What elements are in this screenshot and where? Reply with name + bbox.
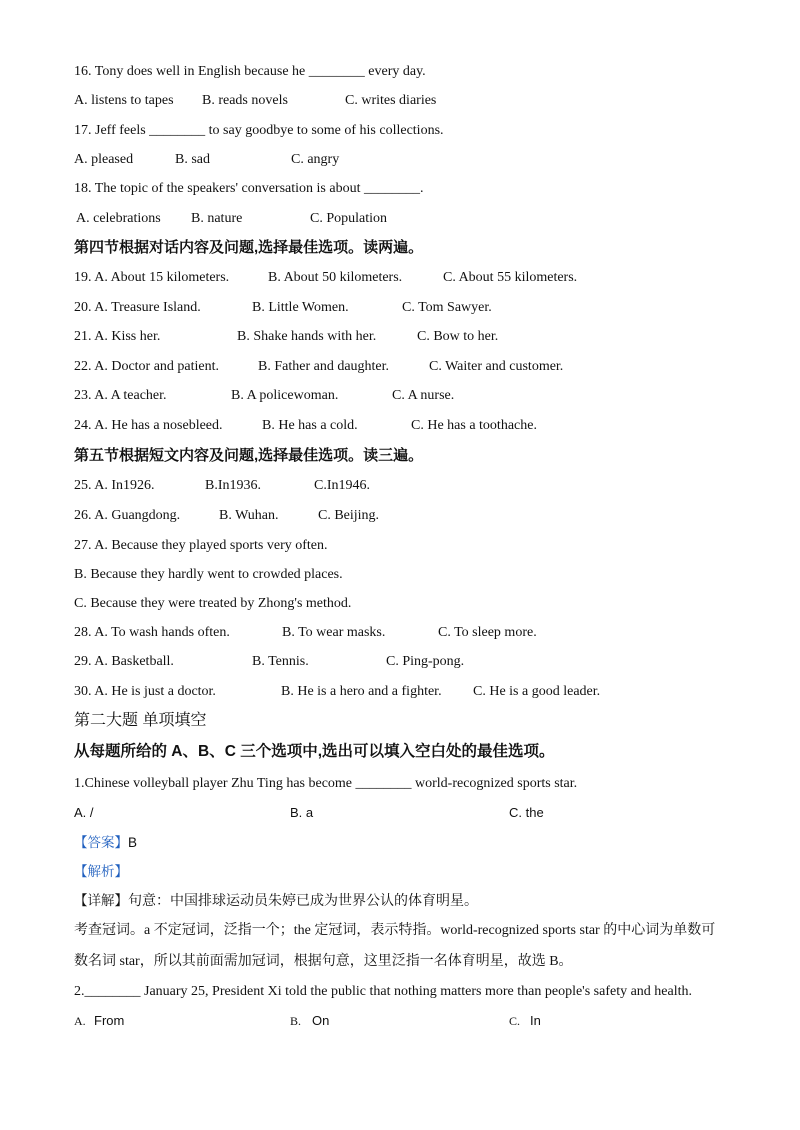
q23-option-c: C. A nurse. [392, 388, 455, 403]
q21-option-b: B. Shake hands with her. [237, 329, 377, 344]
part2-instructions: 从每题所给的 A、B、C 三个选项中,选出可以填入空白处的最佳选项。 [74, 743, 555, 760]
q24-option-a: 24. A. He has a nosebleed. [74, 418, 223, 433]
q18-option-b: B. nature [191, 211, 243, 226]
q17-stem: 17. Jeff feels ________ to say goodbye to some of his collections. [74, 123, 444, 138]
q23-option-a: 23. A. A teacher. [74, 388, 167, 403]
p2-option-c-letter: C. [509, 1014, 521, 1028]
q22-option-a: 22. A. Doctor and patient. [74, 359, 220, 374]
q17-option-b: B. sad [175, 152, 210, 167]
q18-stem: 18. The topic of the speakers' conversation is about ________. [74, 181, 424, 196]
q26-option-c: C. Beijing. [318, 508, 380, 523]
q23-option-b: B. A policewoman. [231, 388, 339, 403]
q19-option-b: B. About 50 kilometers. [268, 270, 403, 285]
q26-option-b: B. Wuhan. [219, 508, 279, 523]
q22-option-c: C. Waiter and customer. [429, 359, 564, 374]
q28-option-a: 28. A. To wash hands often. [74, 625, 230, 640]
q28-option-c: C. To sleep more. [438, 625, 537, 640]
p2-option-b-letter: B. [290, 1014, 302, 1028]
q16-stem: 16. Tony does well in English because he ________ every day. [74, 64, 426, 79]
p2-option-b: On [312, 1013, 330, 1028]
q21-option-a: 21. A. Kiss her. [74, 329, 161, 344]
q30-option-b: B. He is a hero and a fighter. [281, 684, 442, 699]
p1-option-c: C. the [509, 805, 544, 820]
p2-stem: 2.________ January 25, President Xi told the public that nothing matters more than people's safety and health. [74, 984, 693, 999]
q29-option-b: B. Tennis. [252, 654, 309, 669]
part2-title: 第二大题 单项填空 [74, 712, 207, 729]
q27-option-b: B. Because they hardly went to crowded places. [74, 567, 343, 582]
q19-option-a: 19. A. About 15 kilometers. [74, 270, 230, 285]
detail-text: 句意：中国排球运动员朱婷已成为世界公认的体育明星。 [128, 894, 478, 909]
p2-option-c: In [530, 1013, 541, 1028]
q25-option-a: 25. A. In1926. [74, 478, 155, 493]
q27-option-a: 27. A. Because they played sports very often. [74, 538, 328, 553]
q24-option-c: C. He has a toothache. [411, 418, 537, 433]
answer-label: 【答案】 [74, 835, 128, 850]
q16-option-b: B. reads novels [202, 93, 288, 108]
detail-label: 【详解】 [74, 893, 128, 908]
q28-option-b: B. To wear masks. [282, 625, 386, 640]
p2-option-a-letter: A. [74, 1014, 86, 1028]
p1-stem: 1.Chinese volleyball player Zhu Ting has become ________ world-recognized sports star. [74, 776, 578, 791]
q20-option-a: 20. A. Treasure Island. [74, 300, 201, 315]
q18-option-a: A. celebrations [76, 211, 161, 226]
q18-option-c: C. Population [310, 211, 388, 226]
p2-option-a: From [94, 1013, 125, 1028]
answer-line [74, 834, 137, 852]
explanation-line-2: 数名词 star，所以其前面需加冠词，根据句意，这里泛指一名体育明星，故选 B。 [74, 954, 573, 969]
explanation-line-1: 考查冠词。a 不定冠词，泛指一个；the 定冠词，表示特指。world-recognized sports star 的中心词为单数可 [74, 923, 716, 938]
q21-option-c: C. Bow to her. [417, 329, 499, 344]
q17-option-c: C. angry [291, 152, 340, 167]
detail-line [74, 892, 478, 911]
analysis-label: 【解析】 [74, 864, 128, 879]
q16-option-c: C. writes diaries [345, 93, 437, 108]
q20-option-c: C. Tom Sawyer. [402, 300, 492, 315]
q20-option-b: B. Little Women. [252, 300, 349, 315]
q25-option-c: C.In1946. [314, 478, 370, 493]
q26-option-a: 26. A. Guangdong. [74, 508, 181, 523]
q22-option-b: B. Father and daughter. [258, 359, 390, 374]
p1-option-a: A. / [74, 805, 94, 820]
q16-option-a: A. listens to tapes [74, 93, 174, 108]
q30-option-a: 30. A. He is just a doctor. [74, 684, 216, 699]
q25-option-b: B.In1936. [205, 478, 261, 493]
q29-option-a: 29. A. Basketball. [74, 654, 174, 669]
q30-option-c: C. He is a good leader. [473, 684, 601, 699]
p1-option-b: B. a [290, 805, 314, 820]
section4-heading: 第四节根据对话内容及问题,选择最佳选项。读两遍。 [74, 239, 424, 256]
q24-option-b: B. He has a cold. [262, 418, 358, 433]
q27-option-c: C. Because they were treated by Zhong's method. [74, 596, 352, 611]
q29-option-c: C. Ping-pong. [386, 654, 465, 669]
section5-heading: 第五节根据短文内容及问题,选择最佳选项。读三遍。 [74, 447, 424, 464]
answer-value: B [128, 835, 138, 850]
q17-option-a: A. pleased [74, 152, 134, 167]
q19-option-c: C. About 55 kilometers. [443, 270, 578, 285]
